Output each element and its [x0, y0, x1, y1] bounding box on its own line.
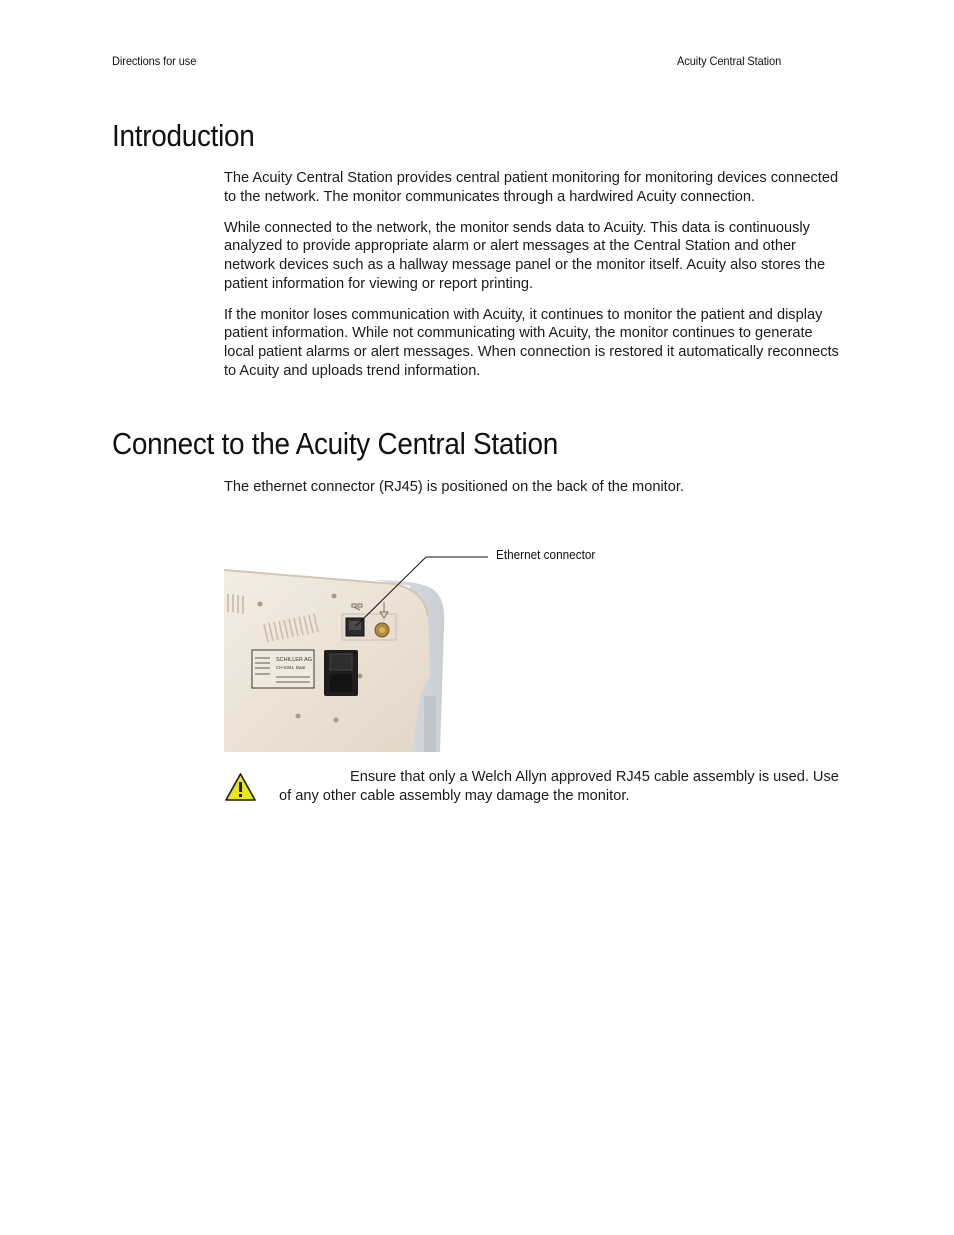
paragraph: The Acuity Central Station provides central patient monitoring for monitoring devices connected to the network. The monitor communicates through a hardwired Acuity connection.: [224, 170, 839, 205]
connect-body: [224, 478, 842, 509]
device-label-brand: SCHILLER AG: [276, 657, 313, 663]
callout-leader: [224, 546, 624, 752]
paragraph: While connected to the network, the monitor sends data to Acuity. This data is continuously analyzed to provide appropriate alarm or alert messages at the Central Station and other network devices such as a hallway message panel or the monitor itself. Acuity also stores the patient information for viewing or report printing.: [224, 219, 826, 292]
device-label-line: Baar: [296, 665, 306, 670]
warning-text: Ensure that only a Welch Allyn approved RJ45 cable assembly is used. Use of any other cable assembly may damage the monitor.: [279, 769, 839, 804]
running-header-left: Directions for use: [112, 54, 197, 68]
section-title-connect: Connect to the Acuity Central Station: [112, 426, 558, 461]
warning-triangle-icon: [224, 772, 257, 802]
introduction-body: [224, 169, 842, 393]
running-header-right: Acuity Central Station: [677, 54, 782, 68]
paragraph: The ethernet connector (RJ45) is positioned on the back of the monitor.: [224, 479, 684, 495]
device-label-line: CH-6341: [276, 665, 295, 670]
paragraph: If the monitor loses communication with Acuity, it continues to monitor the patient and display patient information. While not communicating with Acuity, the monitor continues to generate local patient alarms or alert messages. When connection is restored it automatically reconnects to Acuity and uploads trend information.: [224, 306, 839, 379]
monitor-back-figure: [224, 546, 624, 752]
callout-ethernet-connector: Ethernet connector: [496, 548, 596, 562]
section-title-introduction: Introduction: [112, 118, 255, 153]
